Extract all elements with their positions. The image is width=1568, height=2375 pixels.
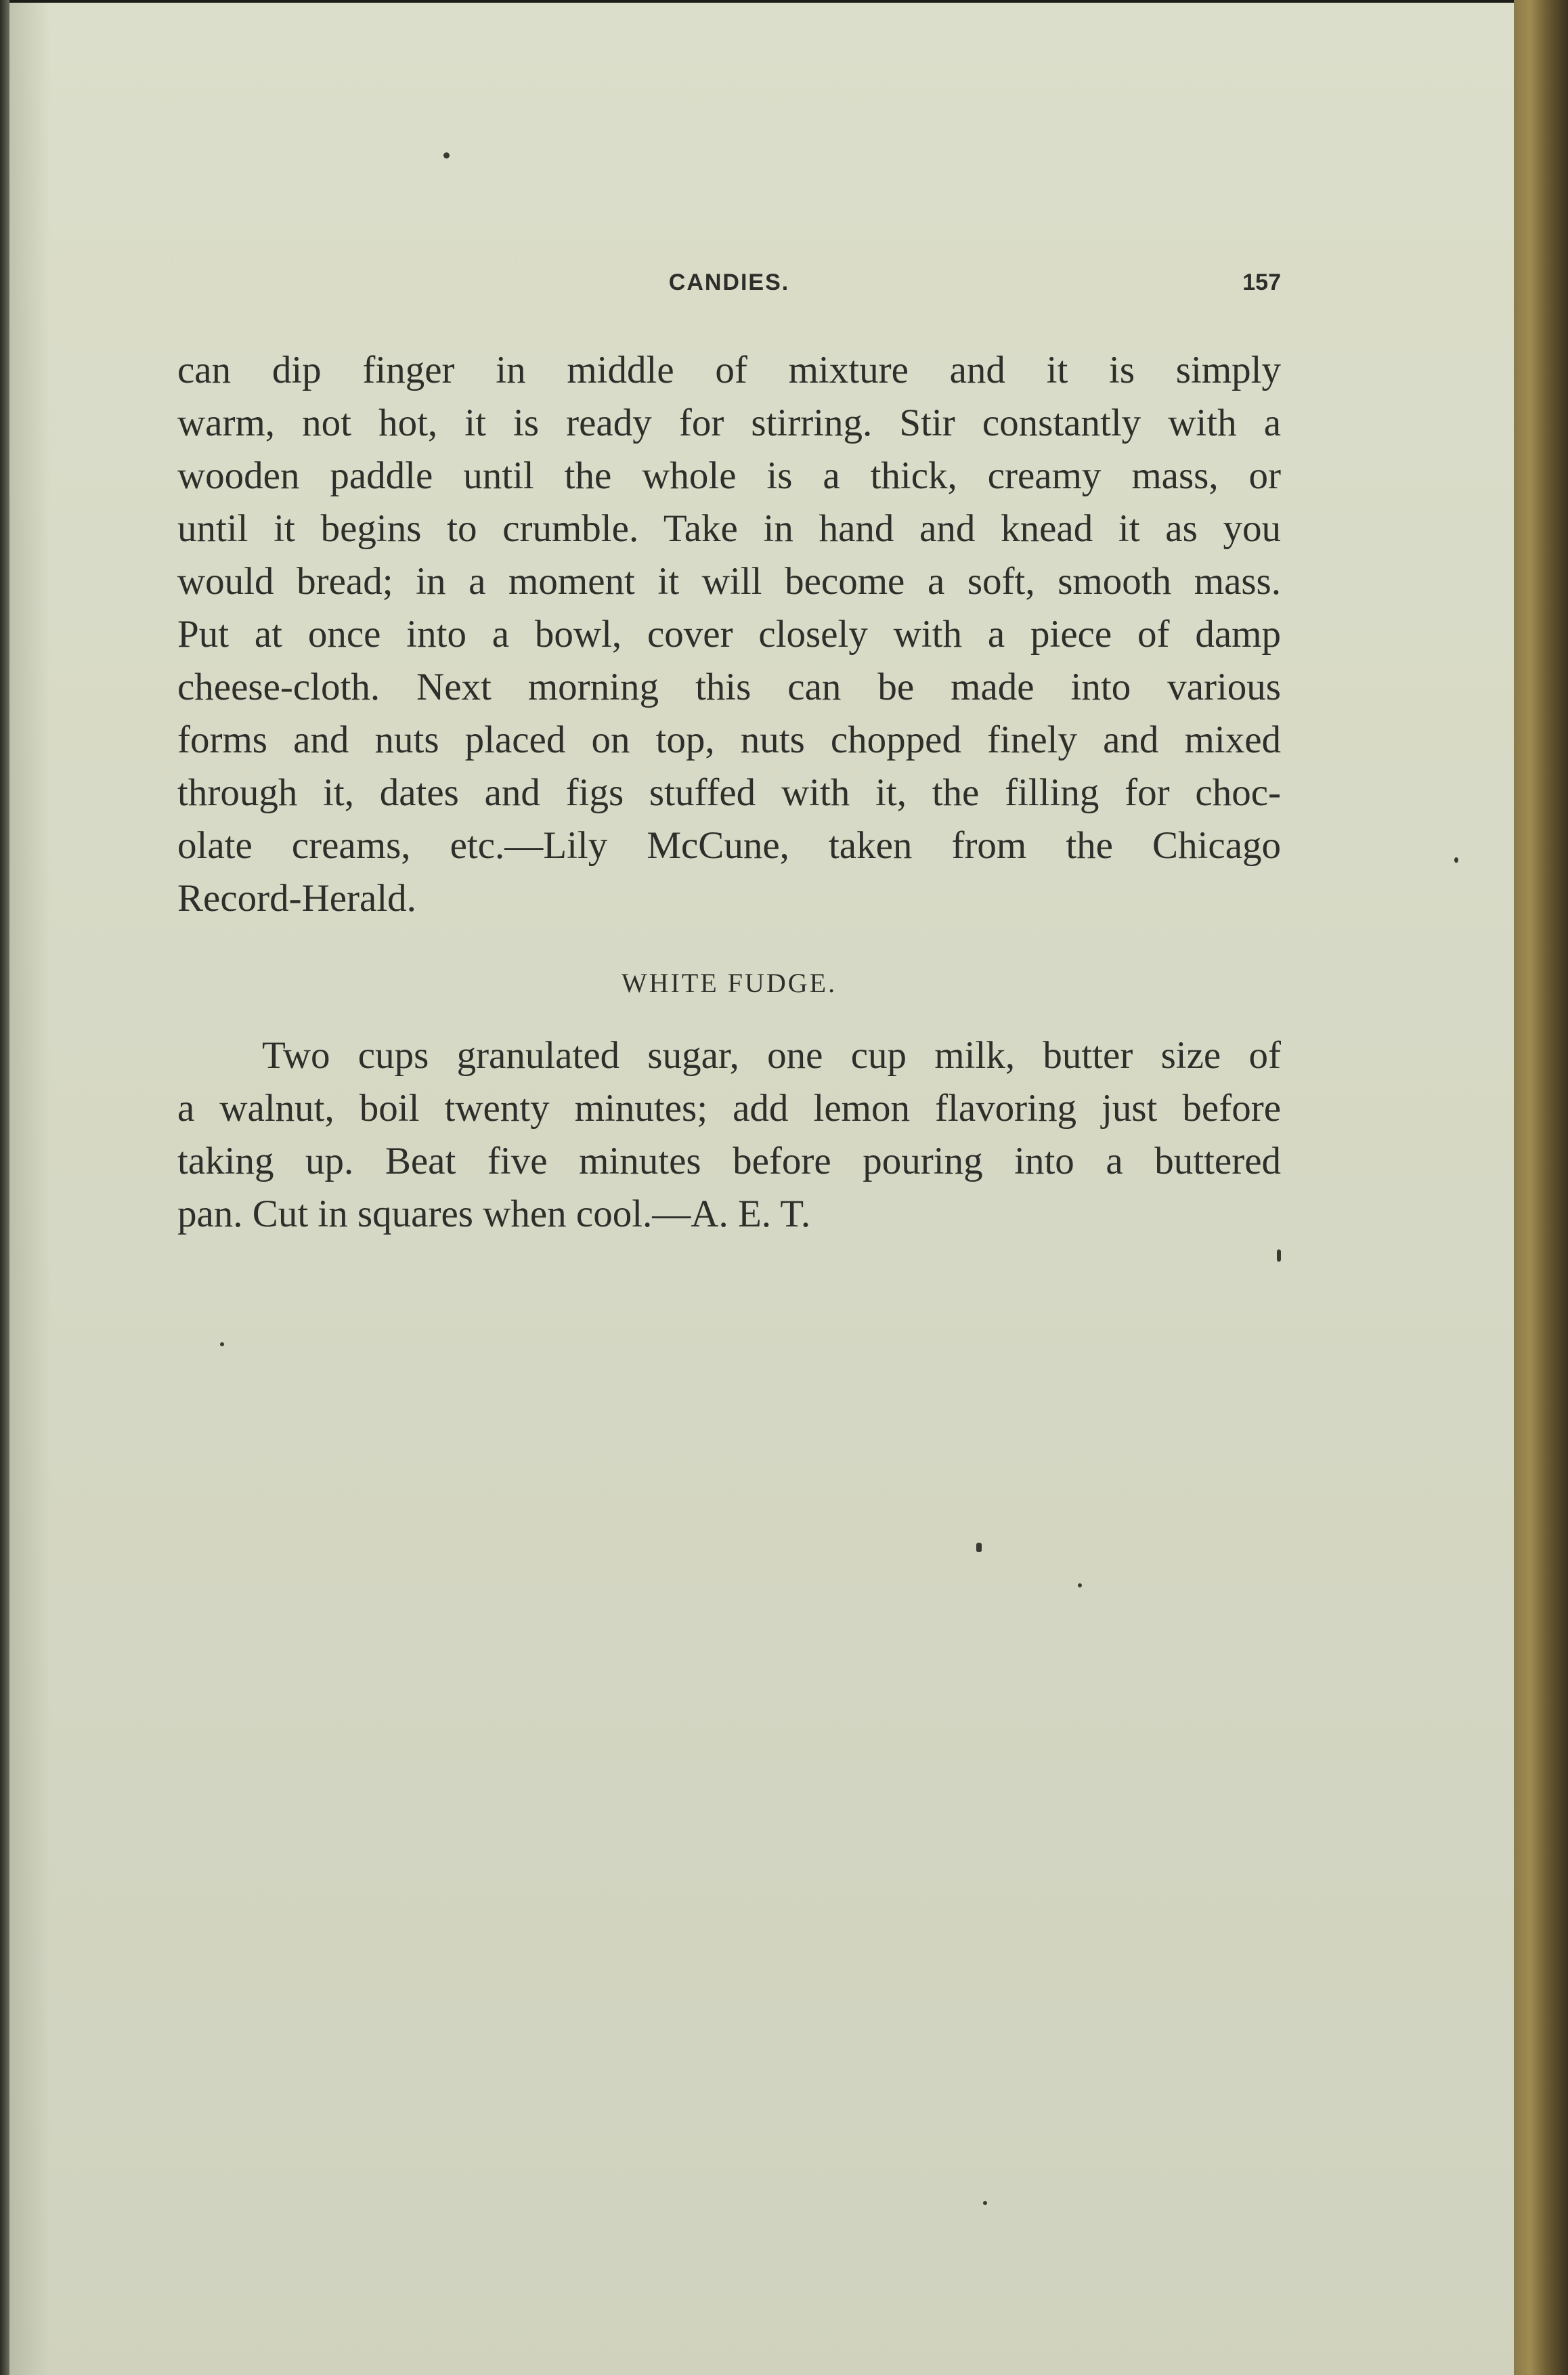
text-line: a walnut, boil twenty minutes; add lemon flavoring just before <box>177 1087 1281 1130</box>
running-head <box>177 270 1281 303</box>
text-line: warm, not hot, it is ready for stirring. Stir constantly with a <box>177 402 1281 444</box>
text-line: olate creams, etc.—Lily McCune, taken from the Chicago <box>177 824 1281 867</box>
book-left-edge <box>0 0 9 2375</box>
text-line: cheese-cloth. Next morning this can be made into various <box>177 666 1281 708</box>
page-number: 157 <box>1242 270 1281 295</box>
paragraph-candy-kneading <box>177 344 1281 925</box>
text-line: forms and nuts placed on top, nuts chopped finely and mixed <box>177 719 1281 761</box>
section-heading-white-fudge: WHITE FUDGE. <box>621 968 837 998</box>
text-line: pan. Cut in squares when cool.—A. E. T. <box>177 1193 811 1235</box>
text-line: through it, dates and figs stuffed with it, the filling for choc- <box>177 771 1281 814</box>
text-line: Record-Herald. <box>177 877 416 920</box>
paper-speck <box>1277 1249 1281 1262</box>
text-line: wooden paddle until the whole is a thick, creamy mass, or <box>177 454 1281 497</box>
paper-speck <box>983 2201 987 2205</box>
running-title: CANDIES. <box>668 270 790 295</box>
text-line: Two cups granulated sugar, one cup milk, butter size of <box>262 1034 1281 1077</box>
text-line: can dip finger in middle of mixture and it is simply <box>177 349 1281 391</box>
text-line: Put at once into a bowl, cover closely with a piece of damp <box>177 613 1281 656</box>
paper-speck <box>443 152 450 158</box>
paragraph-white-fudge <box>177 1029 1281 1241</box>
text-line: would bread; in a moment it will become a soft, smooth mass. <box>177 560 1281 603</box>
text-line: until it begins to crumble. Take in hand and knead it as you <box>177 507 1281 550</box>
book-binding-edge <box>1514 0 1568 2375</box>
paper-speck <box>220 1342 224 1346</box>
text-line: taking up. Beat five minutes before pouring into a buttered <box>177 1140 1281 1182</box>
paper-speck <box>976 1543 982 1552</box>
paper-speck <box>1454 857 1458 863</box>
paper-speck <box>1078 1583 1082 1587</box>
